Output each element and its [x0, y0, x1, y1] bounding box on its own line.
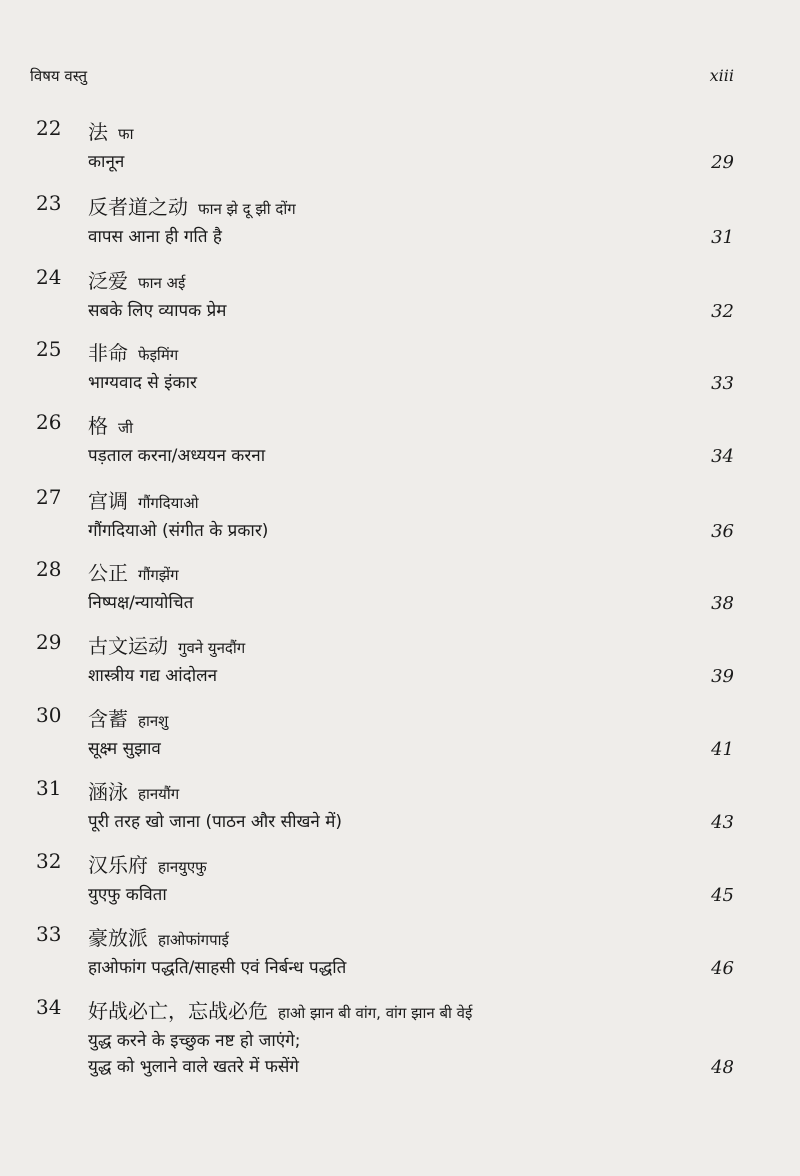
entry-number: 33 — [36, 922, 62, 946]
entry-translation: सूक्ष्म सुझाव — [88, 739, 161, 759]
entry-translation: युद्ध करने के इच्छुक नष्ट हो जाएंगे; — [88, 1031, 301, 1051]
entry-chinese-term: 公正 — [88, 561, 128, 585]
entry-page-number[interactable]: 46 — [711, 958, 734, 979]
entry-transliteration: हानयुएफु — [158, 858, 207, 876]
entry-translation: निष्पक्ष/न्यायोचित — [88, 593, 194, 613]
entry-transliteration: फेइमिंग — [138, 346, 179, 364]
running-header-title: विषय वस्तु — [30, 67, 88, 85]
entry-chinese-term: 非命 — [88, 341, 128, 365]
entry-translation: शास्त्रीय गद्य आंदोलन — [88, 666, 218, 686]
entry-number: 26 — [36, 410, 62, 434]
entry-transliteration: गौंगझेंग — [138, 566, 179, 584]
entry-term — [88, 849, 207, 878]
entry-transliteration: गौंगदियाओ — [138, 494, 199, 512]
entry-term — [88, 485, 199, 514]
entry-number: 25 — [36, 337, 62, 361]
entry-term — [88, 116, 133, 145]
entry-term — [88, 703, 168, 732]
entry-term — [88, 557, 179, 586]
entry-term — [88, 191, 296, 220]
entry-page-number[interactable]: 39 — [711, 666, 734, 687]
entry-page-number[interactable]: 48 — [711, 1057, 734, 1078]
entry-transliteration: हानयौंग — [138, 785, 180, 803]
entry-chinese-term: 涵泳 — [88, 780, 128, 804]
entry-translation: हाओफांग पद्धति/साहसी एवं निर्बन्ध पद्धति — [88, 958, 347, 978]
entry-translation: वापस आना ही गति है — [88, 227, 222, 247]
entry-chinese-term: 泛爱 — [88, 269, 128, 293]
entry-translation: पड़ताल करना/अध्ययन करना — [88, 446, 266, 466]
entry-transliteration: फान झे दू झी दोंग — [198, 200, 296, 218]
entry-term — [88, 265, 185, 294]
entry-transliteration: फान अई — [138, 274, 186, 292]
page-number-roman: xiii — [709, 66, 734, 85]
entry-chinese-term: 宫调 — [88, 489, 128, 513]
entry-translation: भाग्यवाद से इंकार — [88, 373, 197, 393]
entry-term — [88, 995, 472, 1024]
entry-number: 22 — [36, 116, 62, 140]
entry-page-number[interactable]: 33 — [711, 373, 734, 394]
entry-term — [88, 776, 179, 805]
entry-transliteration: हानशु — [138, 712, 169, 730]
entry-term — [88, 337, 178, 366]
entry-transliteration: गुवने युनदौंग — [178, 639, 246, 657]
entry-chinese-term: 好战必亡，忘战必危 — [88, 999, 268, 1023]
entry-term — [88, 410, 133, 439]
entry-number: 28 — [36, 557, 62, 581]
entry-translation: कानून — [88, 152, 125, 172]
entry-term — [88, 630, 245, 659]
entry-translation: गौंगदियाओ (संगीत के प्रकार) — [88, 521, 269, 541]
entry-chinese-term: 格 — [88, 414, 108, 438]
entry-chinese-term: 古文运动 — [88, 634, 168, 658]
entry-chinese-term: 汉乐府 — [88, 853, 148, 877]
entry-number: 29 — [36, 630, 62, 654]
entry-number: 27 — [36, 485, 62, 509]
entry-chinese-term: 反者道之动 — [88, 195, 188, 219]
entry-page-number[interactable]: 38 — [711, 593, 734, 614]
entry-number: 32 — [36, 849, 62, 873]
entry-page-number[interactable]: 31 — [711, 227, 734, 248]
entry-number: 30 — [36, 703, 62, 727]
entry-page-number[interactable]: 41 — [711, 739, 734, 760]
entry-translation: युद्ध को भुलाने वाले खतरे में फसेंगे — [88, 1057, 299, 1077]
entry-chinese-term: 法 — [88, 120, 108, 144]
entry-number: 31 — [36, 776, 62, 800]
entry-page-number[interactable]: 29 — [711, 152, 734, 173]
entry-chinese-term: 含蓄 — [88, 707, 128, 731]
entry-translation: पूरी तरह खो जाना (पाठन और सीखने में) — [88, 812, 343, 832]
entry-transliteration: हाओफांगपाई — [158, 931, 229, 949]
entry-translation: युएफु कविता — [88, 885, 167, 905]
entry-page-number[interactable]: 32 — [711, 301, 734, 322]
entry-transliteration: फा — [118, 125, 134, 143]
entry-page-number[interactable]: 34 — [711, 446, 734, 467]
entry-page-number[interactable]: 36 — [711, 521, 734, 542]
entry-number: 23 — [36, 191, 62, 215]
entry-translation: सबके लिए व्यापक प्रेम — [88, 301, 227, 321]
entry-transliteration: जी — [118, 419, 134, 437]
entry-page-number[interactable]: 45 — [711, 885, 734, 906]
entry-transliteration: हाओ झान बी वांग, वांग झान बी वेई — [278, 1004, 473, 1022]
entry-page-number[interactable]: 43 — [711, 812, 734, 833]
entry-chinese-term: 豪放派 — [88, 926, 148, 950]
entry-number: 24 — [36, 265, 62, 289]
entry-number: 34 — [36, 995, 62, 1019]
entry-term — [88, 922, 229, 951]
